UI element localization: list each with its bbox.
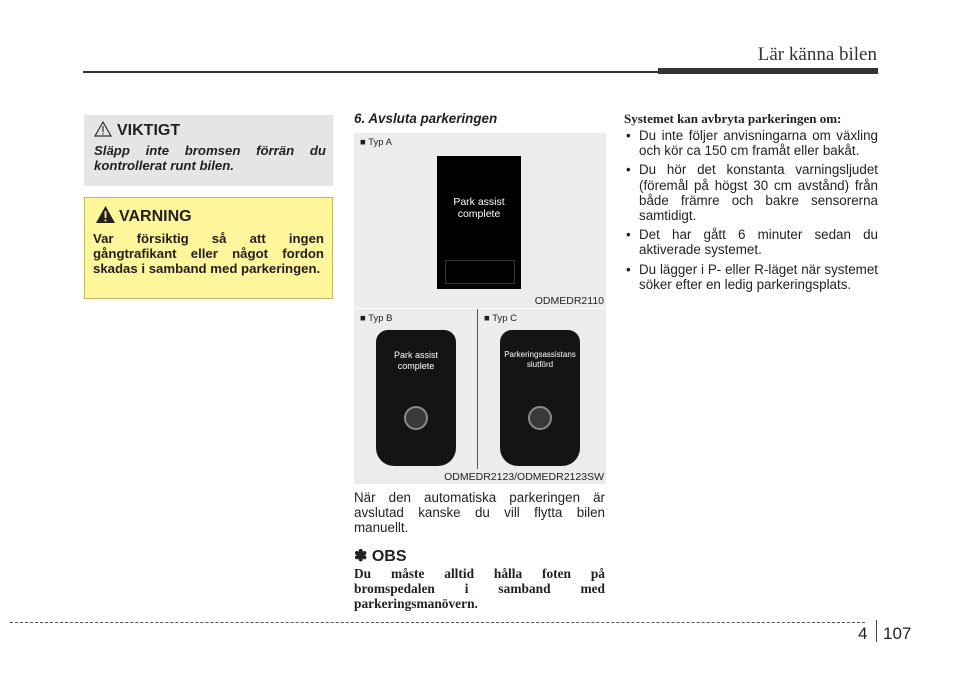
screen-a-line2: complete bbox=[457, 208, 501, 220]
screen-c-line2: slutförd bbox=[526, 360, 554, 369]
screen-c-line1: Parkeringsassistans bbox=[504, 350, 576, 359]
header-title: Lär känna bilen bbox=[757, 44, 877, 65]
screen-b-line2: complete bbox=[397, 361, 435, 371]
varning-heading: VARNING bbox=[119, 208, 192, 225]
display-screen-a bbox=[437, 156, 521, 289]
middle-paragraph: När den automatiska parkeringen är avslutad kanske du vill flytta bilen manuellt. bbox=[354, 490, 605, 536]
section-heading: 6. Avsluta parkeringen bbox=[354, 111, 498, 126]
typ-c-label: ■ Typ C bbox=[484, 313, 518, 324]
figure-typ-a bbox=[354, 133, 606, 308]
viktigt-heading: VIKTIGT bbox=[117, 122, 181, 139]
list-item: • Du lägger i P- eller R-läget när systemet söker efter en ledig parkeringsplats. bbox=[624, 262, 878, 292]
steering-wheel-icon bbox=[404, 406, 428, 430]
list-item: • Det har gått 6 minuter sedan du aktiverade systemet. bbox=[624, 227, 878, 257]
steering-wheel-icon bbox=[528, 406, 552, 430]
right-heading: Systemet kan avbryta parkeringen om: bbox=[624, 111, 842, 126]
caution-icon bbox=[94, 121, 114, 139]
figure-code-bc: ODMEDR2123/ODMEDR2123SW bbox=[444, 471, 604, 483]
screen-a-line1: Park assist bbox=[453, 196, 505, 208]
typ-b-label: ■ Typ B bbox=[360, 313, 393, 324]
list-item: • Du hör det konstanta varningsljudet (föremål på högst 30 cm avstånd) från både främre och bakre sensorerna samtidigt. bbox=[624, 162, 878, 223]
screen-b-line1: Park assist bbox=[393, 350, 438, 360]
cluster-display-b bbox=[376, 330, 456, 466]
footer-separator bbox=[876, 620, 877, 642]
figure-divider bbox=[477, 309, 478, 469]
varning-text: Var försiktig så att ingen gångtrafikant eller något fordon skadas i samband med parkeringen. bbox=[93, 231, 324, 276]
footer-rule bbox=[10, 622, 865, 623]
warning-icon bbox=[95, 205, 117, 225]
page-number: 107 bbox=[883, 624, 912, 643]
viktigt-box bbox=[84, 115, 333, 186]
obs-heading: ✽ OBS bbox=[354, 548, 407, 565]
obs-text: Du måste alltid hålla foten på bromspedalen i samband med parkeringsmanövern. bbox=[354, 566, 605, 612]
condition-list bbox=[624, 128, 878, 296]
figure-code-a: ODMEDR2110 bbox=[534, 295, 604, 307]
varning-box bbox=[84, 197, 333, 299]
list-item: • Du inte följer anvisningarna om växling och kör ca 150 cm framåt eller bakåt. bbox=[624, 128, 878, 158]
figure-typ-bc bbox=[354, 309, 606, 484]
screen-a-lower-band bbox=[445, 260, 515, 284]
chapter-number: 4 bbox=[858, 624, 868, 643]
viktigt-text: Släpp inte bromsen förrän du kontrollerat runt bilen. bbox=[94, 143, 326, 173]
header-rule-thick bbox=[658, 68, 878, 74]
typ-a-label: ■ Typ A bbox=[360, 137, 392, 148]
cluster-display-c bbox=[500, 330, 580, 466]
